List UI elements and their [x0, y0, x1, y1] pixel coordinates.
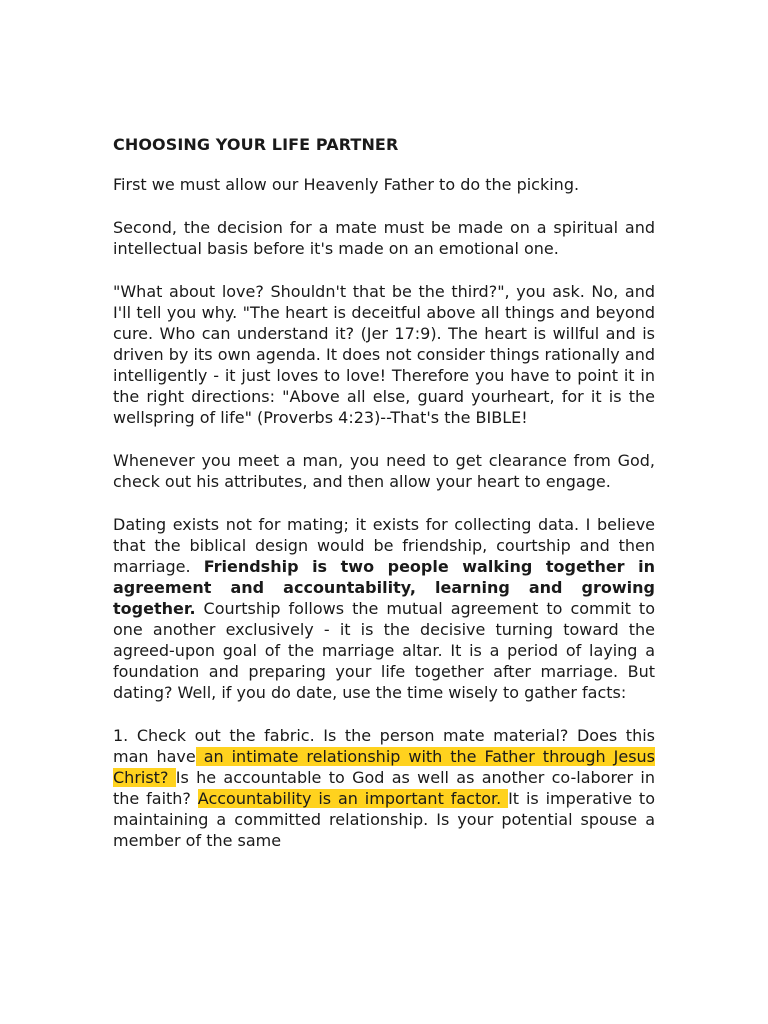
document-title: CHOOSING YOUR LIFE PARTNER — [113, 135, 399, 154]
paragraph-5-text-a: Dating exists not for mating; it exists for collecting data. I believe that the biblical design would be friendship, courtship and then marriage. — [113, 515, 655, 576]
paragraph-3: "What about love? Shouldn't that be the third?", you ask. No, and I'll tell you why. "The heart is deceitful above all things and beyond cure. Who can understand it? (Jer 17:9). The heart is willful and is driven by its own agenda. It does not consider things rationally and intelligently - it just loves to love! Therefore you have to point it in the right directions: "Above all else, guard yourheart, for it is the wellspring of life" (Proverbs 4:23)--That's the BIBLE! — [113, 282, 655, 427]
paragraph-4: Whenever you meet a man, you need to get clearance from God, check out his attributes, and then allow your heart to engage. — [113, 451, 655, 491]
paragraph-2: Second, the decision for a mate must be made on a spiritual and intellectual basis before it's made on an emotional one. — [113, 218, 655, 258]
paragraph-6 — [113, 725, 655, 851]
highlight-2: Accountability is an important factor. — [197, 789, 509, 808]
paragraph-6-text-a: 1. Check out the fabric. Is the person mate material? Does this man have — [113, 726, 655, 766]
paragraph-5-text-b: Courtship follows the mutual agreement to commit to one another exclusively - it is the decisive turning toward the agreed-upon goal of the marriage altar. It is a period of laying a foundation and preparing your life together after marriage. But dating? Well, if you do date, use the time wisely to gather facts: — [113, 599, 655, 702]
paragraph-1: First we must allow our Heavenly Father to do the picking. — [113, 175, 580, 194]
paragraph-5 — [113, 514, 655, 703]
paragraph-6-text-b: Is he accountable to God as well as another co-laborer in the faith? — [113, 768, 655, 808]
paragraph-6-text-c: It is imperative to maintaining a committed relationship. Is your potential spouse a member of the same — [113, 789, 655, 850]
highlight-1: an intimate relationship with the Father through Jesus Christ? — [113, 747, 656, 787]
paragraph-5-bold: Friendship is two people walking together in agreement and accountability, learning and growing together. — [113, 557, 656, 618]
